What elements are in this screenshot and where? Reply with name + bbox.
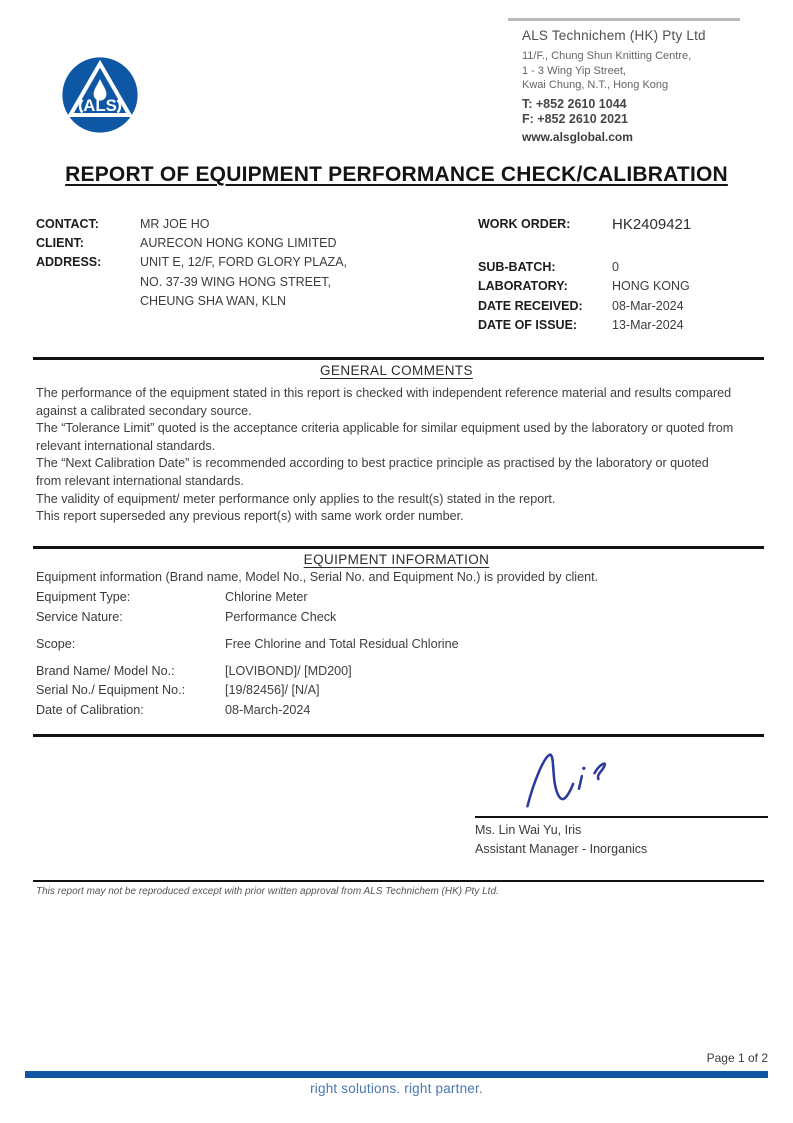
general-comments-body	[36, 385, 736, 526]
equipment-row-label: Service Nature:	[36, 609, 123, 624]
client-address	[140, 253, 456, 311]
company-name: ALS Technichem (HK) Pty Ltd	[522, 28, 706, 43]
signature-ink	[503, 746, 653, 814]
signature-line	[475, 816, 768, 818]
work-order-row	[478, 215, 778, 234]
comment-paragraph: The validity of equipment/ meter performance only applies to the result(s) stated in the report.	[36, 491, 556, 506]
contact-label: CONTACT:	[36, 217, 99, 231]
als-logo-icon	[60, 55, 140, 135]
equipment-row	[36, 635, 756, 655]
signature-block	[475, 746, 768, 858]
address-line: Kwai Chung, N.T., Hong Kong	[522, 79, 669, 91]
date-received-row	[478, 297, 778, 316]
sub-batch-value: 0	[612, 260, 619, 275]
equipment-row-label: Serial No./ Equipment No.:	[36, 683, 186, 697]
date-received-value: 08-Mar-2024	[612, 298, 684, 313]
address-line: 1 - 3 Wing Yip Street,	[522, 64, 626, 77]
equipment-row-label: Date of Calibration:	[36, 702, 144, 717]
date-received-label: DATE RECEIVED:	[478, 298, 583, 313]
comment-paragraph: This report superseded any previous report(s) with same work order number.	[36, 509, 464, 524]
equipment-row-label: Equipment Type:	[36, 590, 131, 604]
general-comments-heading: GENERAL COMMENTS	[320, 363, 473, 378]
laboratory-value: HONG KONG	[612, 279, 690, 294]
report-title: REPORT OF EQUIPMENT PERFORMANCE CHECK/CALIBRATION	[65, 163, 728, 186]
section-divider	[33, 734, 764, 737]
company-tel: T: +852 2610 1044	[522, 96, 627, 111]
equipment-information-intro: Equipment information (Brand name, Model No., Serial No. and Equipment No.) is provided by client.	[36, 570, 599, 584]
work-order-label: WORK ORDER:	[478, 217, 571, 231]
header-divider	[508, 18, 740, 21]
equipment-row-value: 08-March-2024	[225, 702, 311, 717]
order-block	[478, 215, 778, 335]
contact-value: MR JOE HO	[140, 217, 210, 231]
client-row	[36, 234, 456, 253]
comment-paragraph: The performance of the equipment stated in this report is checked with independent reference material and results compared against a calibrated secondary source.	[36, 386, 732, 418]
equipment-information-rows	[36, 588, 756, 720]
company-fax: F: +852 2610 2021	[522, 112, 628, 126]
sub-batch-row	[478, 258, 778, 277]
als-logo	[60, 55, 140, 135]
client-address-line: NO. 37-39 WING HONG STREET,	[140, 274, 332, 289]
equipment-row-value: [LOVIBOND]/ [MD200]	[225, 663, 352, 678]
date-of-issue-value: 13-Mar-2024	[612, 317, 684, 332]
equipment-row	[36, 608, 756, 628]
client-value: AURECON HONG KONG LIMITED	[140, 236, 337, 251]
comment-paragraph: The “Tolerance Limit” quoted is the acceptance criteria applicable for similar equipment used by the laboratory or quoted from relevant international standards.	[36, 421, 734, 453]
address-label: ADDRESS:	[36, 255, 102, 270]
brand-tagline: right solutions. right partner.	[310, 1081, 483, 1096]
equipment-row	[36, 588, 756, 608]
client-address-line: UNIT E, 12/F, FORD GLORY PLAZA,	[140, 255, 348, 270]
equipment-row	[36, 701, 756, 721]
comment-paragraph: The “Next Calibration Date” is recommended according to best practice principle as practised by the laboratory or quoted from relevant international standards.	[36, 456, 709, 488]
equipment-row-label: Brand Name/ Model No.:	[36, 663, 175, 678]
client-address-line: CHEUNG SHA WAN, KLN	[140, 293, 287, 308]
address-line: 11/F., Chung Shun Knitting Centre,	[522, 50, 692, 62]
contact-block	[36, 215, 456, 311]
equipment-row-value: Performance Check	[225, 609, 337, 624]
sub-batch-label: SUB-BATCH:	[478, 260, 556, 275]
work-order-value: HK2409421	[612, 216, 692, 233]
date-of-issue-label: DATE OF ISSUE:	[478, 317, 578, 332]
footer-brand-bar	[25, 1071, 768, 1078]
equipment-row-label: Scope:	[36, 637, 76, 651]
company-website: www.alsglobal.com	[522, 129, 633, 144]
signatory-name: Ms. Lin Wai Yu, Iris	[475, 823, 582, 837]
equipment-row	[36, 662, 756, 682]
als-logo-text: ALS	[83, 96, 117, 115]
address-row	[36, 253, 456, 311]
signatory-title: Assistant Manager - Inorganics	[475, 841, 648, 856]
company-header	[508, 18, 748, 144]
equipment-row	[36, 681, 756, 701]
date-of-issue-row	[478, 316, 778, 335]
laboratory-label: LABORATORY:	[478, 279, 568, 294]
reproduction-disclaimer: This report may not be reproduced except with prior written approval from ALS Technichem (HK) Pty Ltd.	[36, 886, 499, 897]
contact-row	[36, 215, 456, 234]
equipment-row-value: Free Chlorine and Total Residual Chlorine	[225, 637, 459, 651]
equipment-row-value: [19/82456]/ [N/A]	[225, 683, 320, 697]
section-divider	[33, 357, 764, 360]
equipment-row-value: Chlorine Meter	[225, 590, 308, 604]
client-label: CLIENT:	[36, 236, 84, 251]
laboratory-row	[478, 277, 778, 296]
footer-divider	[33, 880, 764, 882]
section-divider	[33, 546, 764, 549]
equipment-information-heading: EQUIPMENT INFORMATION	[303, 552, 490, 567]
company-address	[522, 49, 748, 93]
page-number: Page 1 of 2	[706, 1051, 768, 1065]
